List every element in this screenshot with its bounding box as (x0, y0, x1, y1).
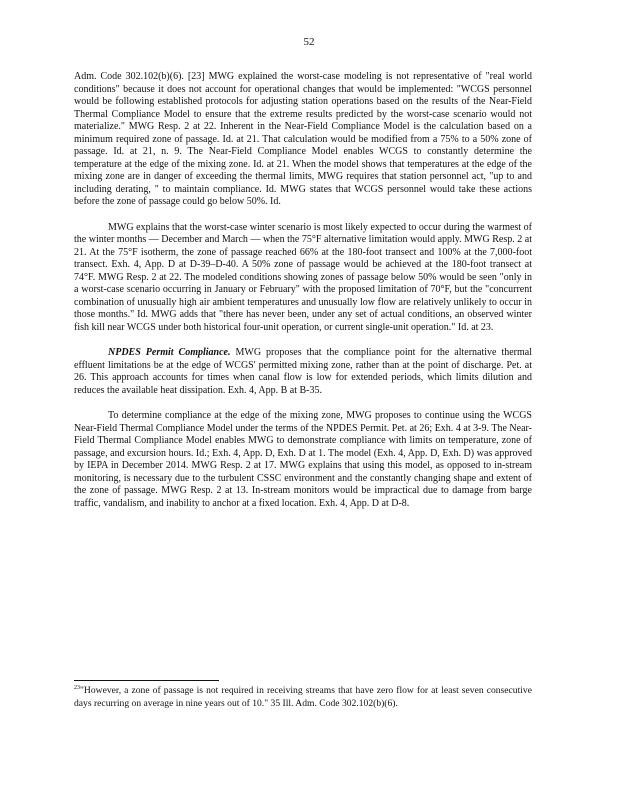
page-number: 52 (303, 36, 315, 48)
footnote-divider (74, 680, 219, 681)
paragraph: Adm. Code 302.102(b)(6). [23] MWG explained the worst-case modeling is not representative of "real world conditions" because it does not account for operational changes that would be implemented: "WCGS personnel would be following established protocols for adjusting station operations based on the results of the Near-Field Thermal Compliance Model to ensure that the extreme results predicted by the worst-case scenario would not materialize." MWG Resp. 2 at 22. Inherent in the Near-Field Compliance Model is the calculation based on a minimum required zone of passage. Id. at 21. That calculation would be modified from a 75% to a 50% zone of passage. Id. at 21, n. 9. The Near-Field Compliance Model enables WCGS to constantly determine the temperature at the edge of the mixing zone. Id. at 21. When the model shows that temperatures at the edge of the mixing zone are in danger of exceeding the thermal limits, MWG requires that station personnel act, "up to and including derating, " to maintain compliance. Id. MWG states that WCGS personnel would take these actions before the zone of passage could go below 50%. Id. (74, 71, 532, 207)
section-heading: NPDES Permit Compliance. (108, 347, 231, 358)
paragraph: MWG explains that the worst-case winter scenario is most likely expected to occur during the warmest of the winter months — December and March — when the 75°F alternative limitation would apply. MWG Resp. 2 at 21. At the 75°F isotherm, the zone of passage reached 66% at the 180-foot transect and 100% at the 7,000-foot transect. Exh. 4, App. D at D-39–D-40. A 50% zone of passage would be achieved at the 180-foot transect at 74°F. MWG Resp. 2 at 22. The modeled conditions showing zones of passage below 50% would be seen "only in a worst-case scenario occurring in January or February" with the proposed limitation of 70°F, but the "concurrent combination of unusually high air ambient temperatures and unusually low flow are relatively unlikely to occur in those months." Id. MWG adds that "there has never been, under any set of actual conditions, an observed winter fish kill near WCGS under both historical four-unit operation, or current single-unit operation." Id. at 23. (74, 221, 532, 333)
paragraph (74, 347, 532, 397)
paragraph-text: MWG proposes that the compliance point for the alternative thermal effluent limitations be at the edge of WCGS' permitted mixing zone, rather than at the point of discharge. Pet. at 26. This approach accounts for times when canal flow is low for extended periods, which limits dilution and reduces the available heat dissipation. Exh. 4, App. B at B-35. (74, 347, 533, 396)
footnote-text: "However, a zone of passage is not required in receiving streams that have zero flow for at least seven consecutive days recurring on average in nine years out of 10." 35 Ill. Adm. Code 302.102(b)(6). (74, 685, 532, 709)
paragraph: To determine compliance at the edge of the mixing zone, MWG proposes to continue using the WCGS Near-Field Thermal Compliance Model under the terms of the NPDES Permit. Pet. at 26; Exh. 4 at 3-9. The Near-Field Thermal Compliance Model enables MWG to demonstrate compliance with limits on temperature, zone of passage, and excursion hours. Id.; Exh. 4, App. D, Exh. D at 1. The model (Exh. 4, App. D, Exh. D) was approved by IEPA in December 2014. MWG Resp. 2 at 17. MWG explains that using this model, as opposed to in-stream monitoring, is necessary due to the turbulent CSSC environment and the constantly changing shape and extent of the zone of passage. MWG Resp. 2 at 13. In-stream monitors would be impractical due to damage from barge traffic, vandalism, and inability to anchor at a fixed location. Exh. 4, App. D at D-8. (74, 410, 532, 509)
document-body (74, 71, 532, 523)
footnote (74, 685, 532, 710)
footnote-marker: 23 (74, 685, 80, 691)
